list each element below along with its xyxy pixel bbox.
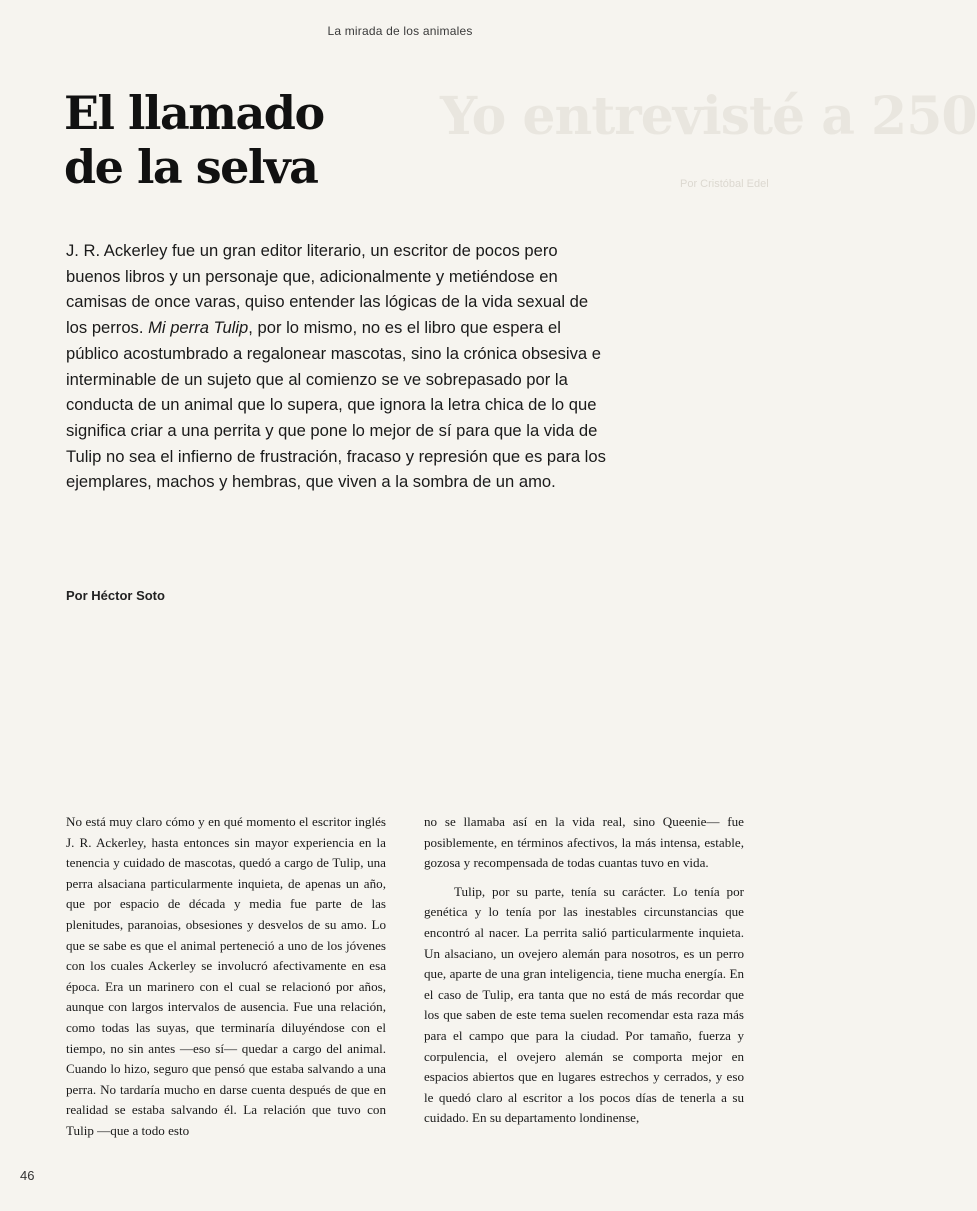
- running-header: La mirada de los animales: [327, 24, 473, 38]
- title-line-2: de la selva: [64, 140, 318, 194]
- body-paragraph: no se llamaba así en la vida real, sino Queenie— fue posiblemente, en términos afectivos, la más intensa, estable, gozosa y recompensada de todas cuantas tuvo en vida.: [424, 814, 744, 871]
- article-title: [64, 86, 484, 194]
- body-column-right: [424, 812, 744, 1137]
- bleed-through-byline: Por Cristóbal Edel: [680, 178, 769, 190]
- lede-text-2: , por lo mismo, no es el libro que espera el público acostumbrado a regalonear mascotas, sino la crónica obsesiva e interminable de un sujeto que al comienzo se ve sobrepasado por la conducta de un animal que lo supera, que ignora la letra chica de lo que significa criar a una perrita y que pone lo mejor de sí para que la vida de Tulip no sea el infierno de frustración, fracaso y represión que es para los ejemplares, machos y hembras, que viven a la sombra de un amo.: [66, 318, 606, 492]
- byline: Por Héctor Soto: [66, 588, 165, 603]
- body-paragraph: No está muy claro cómo y en qué momento el escritor inglés J. R. Ackerley, hasta entonces sin mayor experiencia en la tenencia y cuidado de mascotas, quedó a cargo de Tulip, una perra alsaciana particularmente inquieta, de apenas un año, que por espacio de década y media fue parte de las plenitudes, paranoias, obsesiones y desvelos de su amo. Lo que se sabe es que el animal perteneció a uno de los jóvenes con los cuales Ackerley se involucró afectivamente en esa época. Era un marinero con el cual se relacionó por años, aunque con largos intervalos de ausencia. Fue una relación, como todas las suyas, que terminaría diluyéndose con el tiempo, no sin antes —eso sí— quedar a cargo del animal. Cuando lo hizo, seguro que pensó que estaba salvando a una perra. No tardaría mucho en darse cuenta después de que en realidad se estaba salvando él. La relación que tuvo con Tulip —que a todo esto: [66, 814, 386, 1138]
- page-number: 46: [20, 1168, 35, 1183]
- title-line-1: El llamado: [64, 86, 324, 140]
- book-title: Mi perra Tulip: [148, 318, 249, 338]
- bleed-through-title: Yo entrevisté a 250: [440, 86, 977, 147]
- body-paragraph: Tulip, por su parte, tenía su carácter. Lo tenía por genética y lo tenía por las inestables circunstancias que encontró al nacer. La perrita salió particularmente inquieta. Un alsaciano, un ovejero alemán para nosotros, es un perro que, aparte de una gran inteligencia, tiene mucha energía. En el caso de Tulip, era tanta que no está de más recordar que los que saben de este tema suelen recomendar esta raza más para el campo que para la ciudad. Por tamaño, fuerza y corpulencia, el ovejero alemán se comporta mejor en espacios abiertos que en lugares estrechos y cerrados, y eso le quedó claro al escritor a los pocos días de tenerla a su cuidado. En su departamento londinense,: [424, 883, 744, 1126]
- body-column-left: [66, 812, 386, 1150]
- lede-text-1: J. R. Ackerley fue un gran editor literario, un escritor de pocos pero buenos libros y un personaje que, adicionalmente y metiéndose en camisas de once varas, quiso entender las lógicas de la vida sexual de los perros.: [66, 241, 589, 338]
- article-lede: [66, 238, 606, 495]
